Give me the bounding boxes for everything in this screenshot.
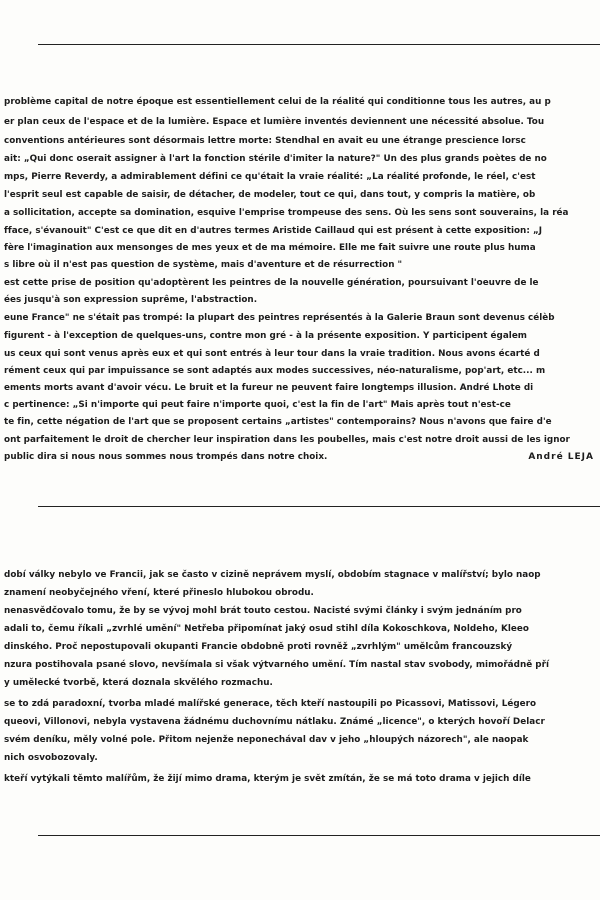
text-line: fère l'imagination aux mensonges de mes yeux et de ma mémoire. Elle me fait suivre une route plus huma <box>4 243 536 253</box>
text-line: se to zdá paradoxní, tvorba mladé malířské generace, těch kteří nastoupili po Picassovi, Matissovi, Légero <box>4 699 537 709</box>
bottom-rule <box>38 835 600 836</box>
text-line: conventions antérieures sont désormais lettre morte: Stendhal en avait eu une étrange prescience lorsc <box>4 136 526 146</box>
text-line: ont parfaitement le droit de chercher leur inspiration dans les poubelles, mais c'est notre droit aussi de les ignor <box>4 435 570 445</box>
text-line: a sollicitation, accepte sa domination, esquive l'emprise trompeuse des sens. Où les sens sont souverains, la réa <box>4 208 569 218</box>
text-line: nenasvědčovalo tomu, že by se vývoj mohl brát touto cestou. Nacisté svými články i svým jednáním pro <box>4 606 522 616</box>
text-line: y umělecké tvorbě, která doznala skvělého rozmachu. <box>4 678 273 688</box>
author-signature: André LEJA <box>528 452 594 462</box>
text-line: nich osvobozovaly. <box>4 753 98 763</box>
text-line: figurent - à l'exception de quelques-uns, contre mon gré - à la présente exposition. Y participent égalem <box>4 331 527 341</box>
text-line: ées jusqu'à son expression suprême, l'abstraction. <box>4 295 258 305</box>
text-line: ements morts avant d'avoir vécu. Le bruit et la fureur ne peuvent faire longtemps illusion. André Lhote di <box>4 383 534 393</box>
text-line: fface, s'évanouit" C'est ce que dit en d'autres termes Aristide Caillaud qui est présent à cette exposition: „J <box>4 226 543 236</box>
text-line: public dira si nous nous sommes nous trompés dans notre choix. <box>4 452 328 462</box>
text-line: ait: „Qui donc oserait assigner à l'art la fonction stérile d'imiter la nature?" Un des plus grands poètes de no <box>4 154 547 164</box>
text-line: svém deníku, měly volné pole. Přitom nejenže neponechával dav v jeho „hloupých názorech", ale naopak <box>4 735 529 745</box>
text-line: nzura postihovala psané slovo, nevšímala si však výtvarného umění. Tím nastal stav svobody, mimořádně pří <box>4 660 550 670</box>
middle-rule <box>38 506 600 507</box>
text-line: te fin, cette négation de l'art que se proposent certains „artistes" contemporains? Nous n'avons que faire d'e <box>4 417 552 427</box>
text-line: znamení neobyčejného vření, které přineslo hlubokou obrodu. <box>4 588 314 598</box>
text-line: l'esprit seul est capable de saisir, de détacher, de modeler, tout ce qui, dans tout, y compris la matière, ob <box>4 190 536 200</box>
text-line: problème capital de notre époque est essentiellement celui de la réalité qui conditionne tous les autres, au p <box>4 97 551 107</box>
top-rule <box>38 44 600 45</box>
text-line: dobí války nebylo ve Francii, jak se často v cizině neprávem myslí, obdobím stagnace v malířství; bylo naop <box>4 570 541 580</box>
text-line: queovi, Villonovi, nebyla vystavena žádnému duchovnímu nátlaku. Známé „licence", o kterých hovoří Delacr <box>4 717 545 727</box>
text-line: us ceux qui sont venus après eux et qui sont entrés à leur tour dans la vraie tradition. Nous avons écarté d <box>4 349 540 359</box>
text-line: mps, Pierre Reverdy, a admirablement défini ce qu'était la vraie réalité: „La réalité profonde, le réel, c'est <box>4 172 536 182</box>
text-line: est cette prise de position qu'adoptèrent les peintres de la nouvelle génération, poursuivant l'oeuvre de le <box>4 278 539 288</box>
text-line: kteří vytýkali těmto malířům, že žijí mimo drama, kterým je svět zmítán, že se má toto drama v jejich díle <box>4 774 531 784</box>
text-line: rément ceux qui par impuissance se sont adaptés aux modes successives, néo-naturalisme, pop'art, etc... m <box>4 366 546 376</box>
text-line: adali to, čemu říkali „zvrhlé umění" Netřeba připomínat jaký osud stihl díla Kokoschkova, Noldeho, Kleeo <box>4 624 529 634</box>
text-line: er plan ceux de l'espace et de la lumière. Espace et lumière inventés deviennent une nécessité absolue. Tou <box>4 117 545 127</box>
text-line: eune France" ne s'était pas trompé: la plupart des peintres représentés à la Galerie Braun sont devenus célèb <box>4 313 555 323</box>
text-line: c pertinence: „Si n'importe qui peut faire n'importe quoi, c'est la fin de l'art" Mais après tout n'est-ce <box>4 400 511 410</box>
text-line: dinského. Proč nepostupovali okupanti Francie obdobně proti rovněž „zvrhlým" umělcům francouzský <box>4 642 513 652</box>
text-line: s libre où il n'est pas question de système, mais d'aventure et de résurrection " <box>4 260 403 270</box>
